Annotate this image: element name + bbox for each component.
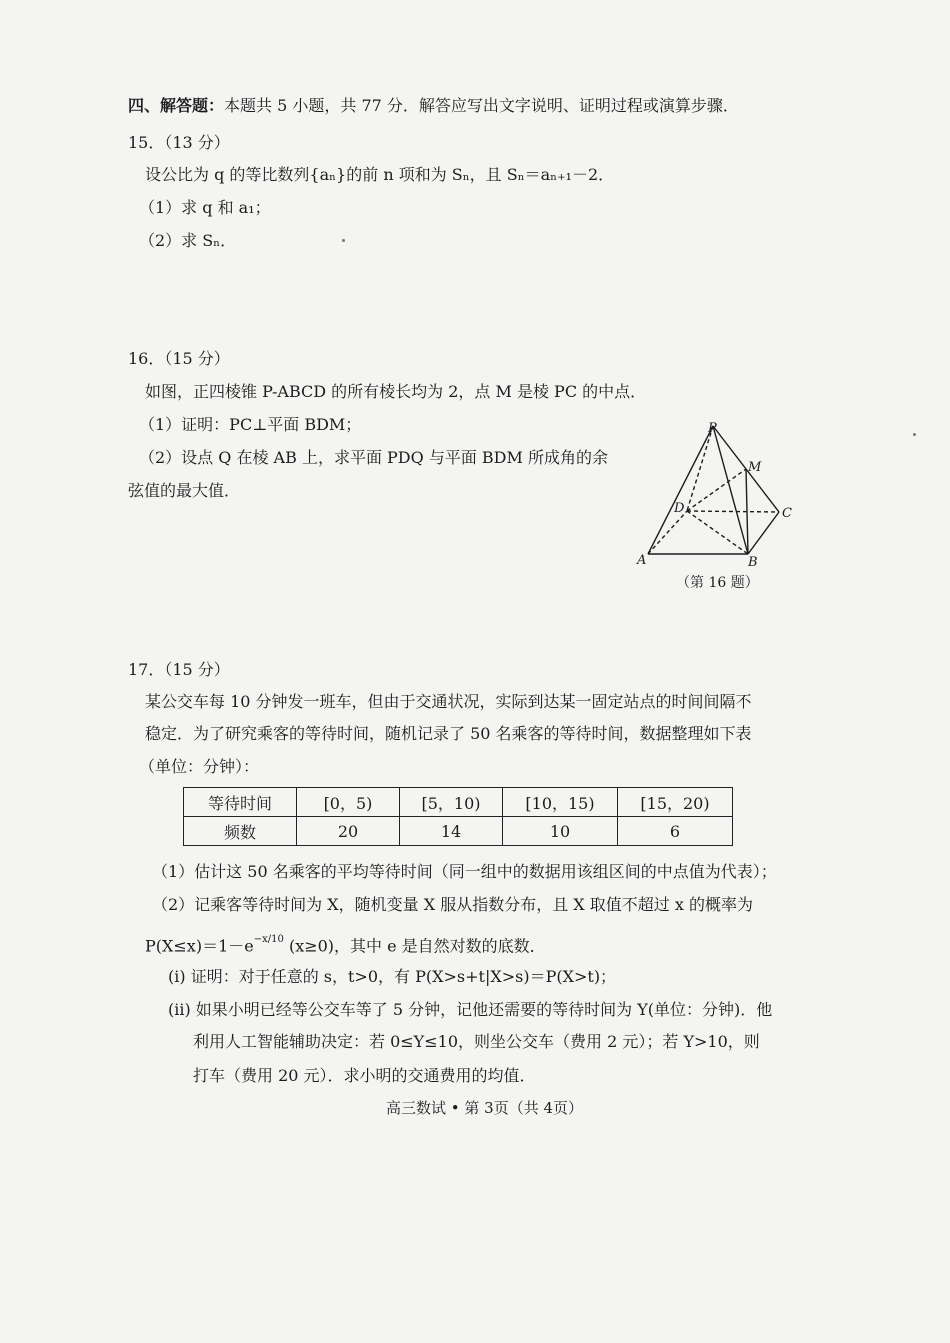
- scan-speck: [342, 239, 345, 242]
- q17-stem-line3: （单位：分钟）：: [139, 757, 260, 776]
- q15-header: 15．（13 分）: [128, 133, 230, 152]
- q16-part2-line2: 弦值的最大值．: [128, 481, 241, 500]
- q17-formula: [145, 933, 546, 956]
- label-p: P: [708, 421, 717, 436]
- label-d: D: [674, 501, 685, 516]
- table-cell: [10，15): [503, 788, 618, 817]
- label-a: A: [637, 553, 647, 568]
- edge-pa: [648, 426, 713, 554]
- edge-dm: [687, 469, 746, 511]
- table-row: [184, 817, 733, 846]
- table-cell: 20: [297, 817, 400, 846]
- q17-sub-ii-line1: (ii) 如果小明已经等公交车等了 5 分钟，记他还需要的等待时间为 Y(单位：分钟)．他: [168, 1000, 773, 1019]
- formula-left: P(X≤x)＝1－e: [145, 936, 254, 956]
- label-c: C: [782, 506, 792, 521]
- table-header-cell: 频数: [184, 817, 297, 846]
- table-cell: 14: [400, 817, 503, 846]
- edge-bc: [748, 512, 779, 554]
- edge-dc: [687, 511, 779, 512]
- figure-caption: （第 16 题）: [676, 575, 759, 591]
- q17-sub-ii-line3: 打车（费用 20 元）．求小明的交通费用的均值．: [193, 1066, 536, 1085]
- q16-part1: （1）证明：PC⊥平面 BDM；: [139, 415, 362, 434]
- section-title: 四、解答题：: [128, 96, 225, 115]
- q17-header: 17．（15 分）: [128, 660, 230, 679]
- pyramid-figure: [628, 418, 798, 596]
- edge-ad: [648, 511, 687, 554]
- table-cell: [0，5): [297, 788, 400, 817]
- section-header: [128, 96, 739, 116]
- q17-sub-i: (i) 证明：对于任意的 s，t>0，有 P(X>s+t|X>s)＝P(X>t)；: [168, 967, 617, 986]
- q15-part1: （1）求 q 和 a₁；: [139, 198, 271, 217]
- waiting-time-table: [183, 787, 733, 846]
- formula-exponent: −x/10: [253, 934, 284, 945]
- q17-sub-ii-line2: 利用人工智能辅助决定：若 0≤Y≤10，则坐公交车（费用 2 元）；若 Y>10，则: [193, 1032, 760, 1051]
- edge-db: [687, 511, 748, 554]
- section-description: 本题共 5 小题，共 77 分．解答应写出文字说明、证明过程或演算步骤．: [224, 96, 739, 115]
- q16-header: 16．（15 分）: [128, 349, 230, 368]
- q16-part2-line1: （2）设点 Q 在棱 AB 上，求平面 PDQ 与平面 BDM 所成角的余: [139, 448, 608, 467]
- q17-part1: （1）估计这 50 名乘客的平均等待时间（同一组中的数据用该组区间的中点值为代表）；: [152, 862, 777, 881]
- page-footer: 高三数试 • 第 3页（共 4页）: [386, 1099, 584, 1117]
- q15-stem: 设公比为 q 的等比数列{aₙ}的前 n 项和为 Sₙ，且 Sₙ＝aₙ₊₁－2．: [145, 165, 615, 184]
- label-b: B: [748, 555, 758, 570]
- q17-stem-line2: 稳定．为了研究乘客的等待时间，随机记录了 50 名乘客的等待时间，数据整理如下表: [145, 724, 752, 743]
- q16-stem: 如图，正四棱锥 P-ABCD 的所有棱长均为 2，点 M 是棱 PC 的中点．: [145, 382, 647, 401]
- label-m: M: [748, 460, 762, 475]
- table-cell: [5，10): [400, 788, 503, 817]
- formula-right: (x≥0)，其中 e 是自然对数的底数．: [283, 936, 546, 956]
- edge-pb: [713, 426, 748, 554]
- q17-part2-line1: （2）记乘客等待时间为 X，随机变量 X 服从指数分布，且 X 取值不超过 x 的概率为: [152, 895, 753, 914]
- q17-stem-line1: 某公交车每 10 分钟发一班车，但由于交通状况，实际到达某一固定站点的时间间隔不: [145, 692, 752, 711]
- table-cell: [15，20): [618, 788, 733, 817]
- table-cell: 10: [503, 817, 618, 846]
- table-row: [184, 788, 733, 817]
- table-cell: 6: [618, 817, 733, 846]
- q15-part2: （2）求 Sₙ．: [139, 231, 237, 250]
- scan-speck: [913, 433, 916, 436]
- table-header-cell: 等待时间: [184, 788, 297, 817]
